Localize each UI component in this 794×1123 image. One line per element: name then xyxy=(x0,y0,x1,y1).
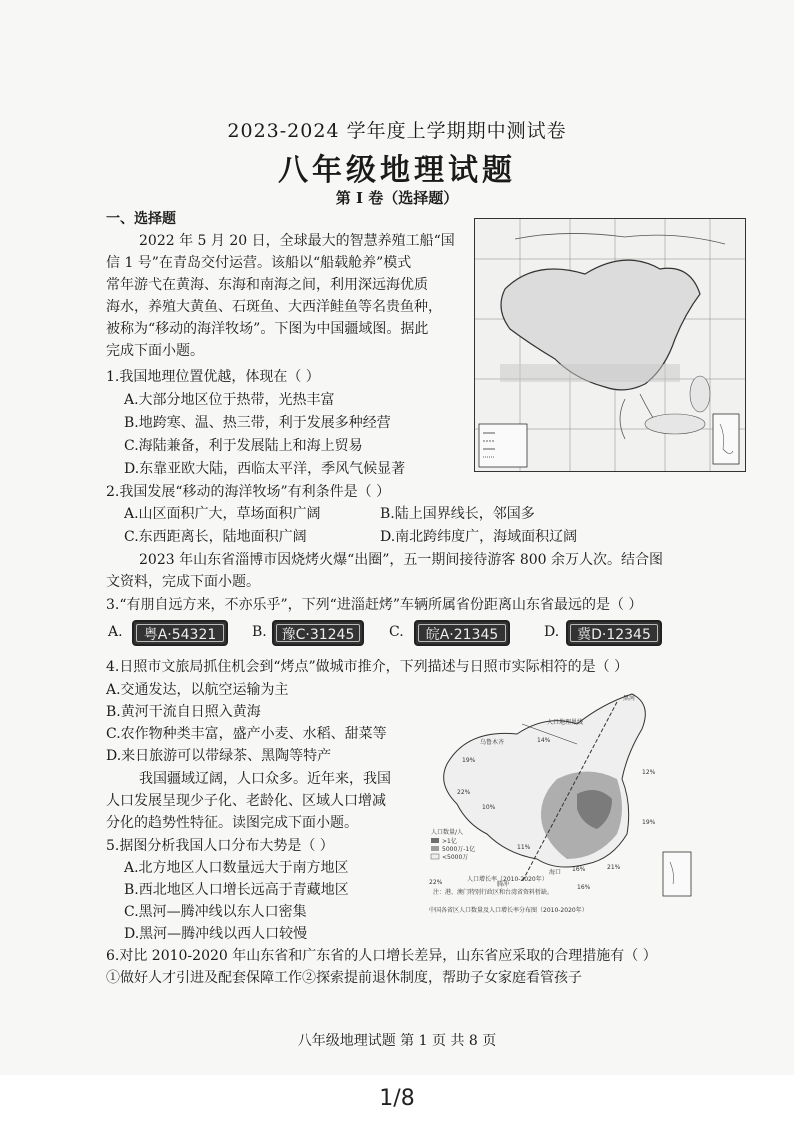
question-2-stem: 2.我国发展“移动的海洋牧场”有利条件是（ ） xyxy=(106,484,391,500)
passage1-line: 海水，养殖大黄鱼、石斑鱼、大西洋鲑鱼等名贵鱼种， xyxy=(106,299,442,315)
growth-label: 人口增长率（2010-2020年） xyxy=(467,876,548,883)
question-1-option-b: B.地跨寒、温、热三带，利于发展多种经营 xyxy=(124,415,391,431)
question-4-option-b: B.黄河干流自日照入黄海 xyxy=(106,704,261,720)
question-4-option-d: D.来日旅游可以带绿茶、黑陶等特产 xyxy=(106,748,332,764)
legend-item: 5000万-1亿 xyxy=(442,846,476,853)
percent-label: 14% xyxy=(537,737,551,744)
population-map-top-label: 人口地理界线 xyxy=(547,719,584,726)
page-indicator: 1/8 xyxy=(0,1075,794,1123)
plate-text: 冀D·12345 xyxy=(577,627,651,643)
question-1-option-d: D.东靠亚欧大陆，西临太平洋，季风气候显著 xyxy=(124,461,406,477)
question-6-line2: ①做好人才引进及配套保障工作②探索提前退休制度，帮助子女家庭看管孩子 xyxy=(106,970,582,986)
population-map-caption: 中国各省区人口数量及人口增长率分布图（2010-2020年） xyxy=(429,907,588,914)
license-plate-a xyxy=(132,620,228,646)
question-3-stem: 3.“有朋自远方来，不亦乐乎”，下列“进淄赶烤”车辆所属省份距离山东省最远的是（ ） xyxy=(106,597,643,613)
passage1-line: 完成下面小题。 xyxy=(106,343,204,359)
question-3-letter-c: C. xyxy=(389,624,404,640)
license-plate-d xyxy=(566,620,662,646)
question-2-option-c: C.东西距离长，陆地面积广阔 xyxy=(124,529,307,545)
question-2-option-d: D.南北跨纬度广，海域面积辽阔 xyxy=(380,529,578,545)
percent-label: 22% xyxy=(457,789,471,796)
question-4-stem: 4.日照市文旅局抓住机会到“烤点”做城市推介，下列描述与日照市实际相符的是（ ） xyxy=(106,659,629,675)
population-map-drawing xyxy=(427,684,695,916)
question-2-option-b: B.陆上国界线长，邻国多 xyxy=(380,506,535,522)
population-map-place-label: 黑河 xyxy=(623,695,636,702)
license-plate-c xyxy=(414,620,510,646)
population-map xyxy=(427,684,695,916)
question-2-option-a: A.山区面积广大，草场面积广阔 xyxy=(124,506,321,522)
license-plate-b xyxy=(272,620,364,646)
passage2-line: 2023 年山东省淄博市因烧烤火爆“出圈”，五一期间接待游客 800 余万人次。结合图 xyxy=(139,552,664,568)
question-5-option-c: C.黑河—腾冲线以东人口密集 xyxy=(124,904,307,920)
passage2-line: 文资料，完成下面小题。 xyxy=(106,574,260,590)
page-footer: 八年级地理试题 第 1 页 共 8 页 xyxy=(297,1033,497,1049)
plate-text: 豫C·31245 xyxy=(281,627,355,643)
legend-item: >1亿 xyxy=(442,838,457,845)
question-4-option-a: A.交通发达，以航空运输为主 xyxy=(106,682,289,698)
plate-text: 粤A·54321 xyxy=(143,627,217,643)
exam-title-line1: 2023-2024 学年度上学期期中测试卷 xyxy=(227,120,567,142)
exam-title: 八年级地理试题 xyxy=(278,153,516,188)
passage3-line: 我国疆域辽阔，人口众多。近年来，我国 xyxy=(139,771,391,787)
percent-label: 19% xyxy=(642,819,656,826)
passage1-line: 2022 年 5 月 20 日，全球最大的智慧养殖工船“国 xyxy=(139,233,455,249)
passage3-line: 人口发展呈现少子化、老龄化、区域人口增减 xyxy=(106,793,386,809)
question-5-stem: 5.据图分析我国人口分布大势是（ ） xyxy=(106,838,334,854)
question-5-option-b: B.西北地区人口增长远高于青藏地区 xyxy=(124,882,349,898)
question-3-letter-a: A. xyxy=(108,624,123,640)
percent-label: 10% xyxy=(482,804,496,811)
passage1-line: 信 1 号”在青岛交付运营。该船以“船载舱养”模式 xyxy=(106,255,412,271)
question-3-letter-b: B. xyxy=(252,624,267,640)
percent-label: 19% xyxy=(462,757,476,764)
percent-label: 22% xyxy=(429,879,443,886)
china-territory-map-drawing xyxy=(475,219,745,471)
passage1-line: 常年游弋在黄海、东海和南海之间，利用深远海优质 xyxy=(106,277,428,293)
legend-item: <5000万 xyxy=(442,854,469,861)
question-1-option-a: A.大部分地区位于热带，光热丰富 xyxy=(124,392,335,408)
question-5-option-d: D.黑河—腾冲线以西人口较慢 xyxy=(124,926,308,942)
population-map-note: 注：港、澳门特别行政区和台湾省资料暂缺。 xyxy=(433,889,554,896)
question-3-letter-d: D. xyxy=(544,624,560,640)
legend-title: 人口数量/人 xyxy=(431,829,464,836)
percent-label: 11% xyxy=(517,844,531,851)
percent-label: 16% xyxy=(572,866,586,873)
question-1-stem: 1.我国地理位置优越，体现在（ ） xyxy=(106,369,320,385)
percent-label: 12% xyxy=(642,769,656,776)
population-map-place-label: 腾冲 xyxy=(497,881,510,888)
population-map-city-label: 乌鲁木齐 xyxy=(480,739,505,746)
percent-label: 16% xyxy=(577,884,591,891)
population-map-place-label: 海口 xyxy=(549,869,562,876)
passage1-line: 被称为“移动的海洋牧场”。下图为中国疆域图。据此 xyxy=(106,321,429,337)
exam-volume: 第 I 卷（选择题） xyxy=(335,189,459,207)
section-heading: 一、选择题 xyxy=(106,211,176,227)
plate-text: 皖A·21345 xyxy=(425,627,499,643)
question-6-stem: 6.对比 2010-2020 年山东省和广东省的人口增长差异，山东省应采取的合理措施有（ ） xyxy=(106,948,657,964)
question-4-option-c: C.农作物种类丰富，盛产小麦、水稻、甜菜等 xyxy=(106,726,387,742)
passage3-line: 分化的趋势性特征。读图完成下面小题。 xyxy=(106,815,358,831)
china-territory-map xyxy=(474,218,746,472)
question-5-option-a: A.北方地区人口数量远大于南方地区 xyxy=(124,860,349,876)
question-1-option-c: C.海陆兼备，利于发展陆上和海上贸易 xyxy=(124,438,363,454)
percent-label: 21% xyxy=(607,864,621,871)
